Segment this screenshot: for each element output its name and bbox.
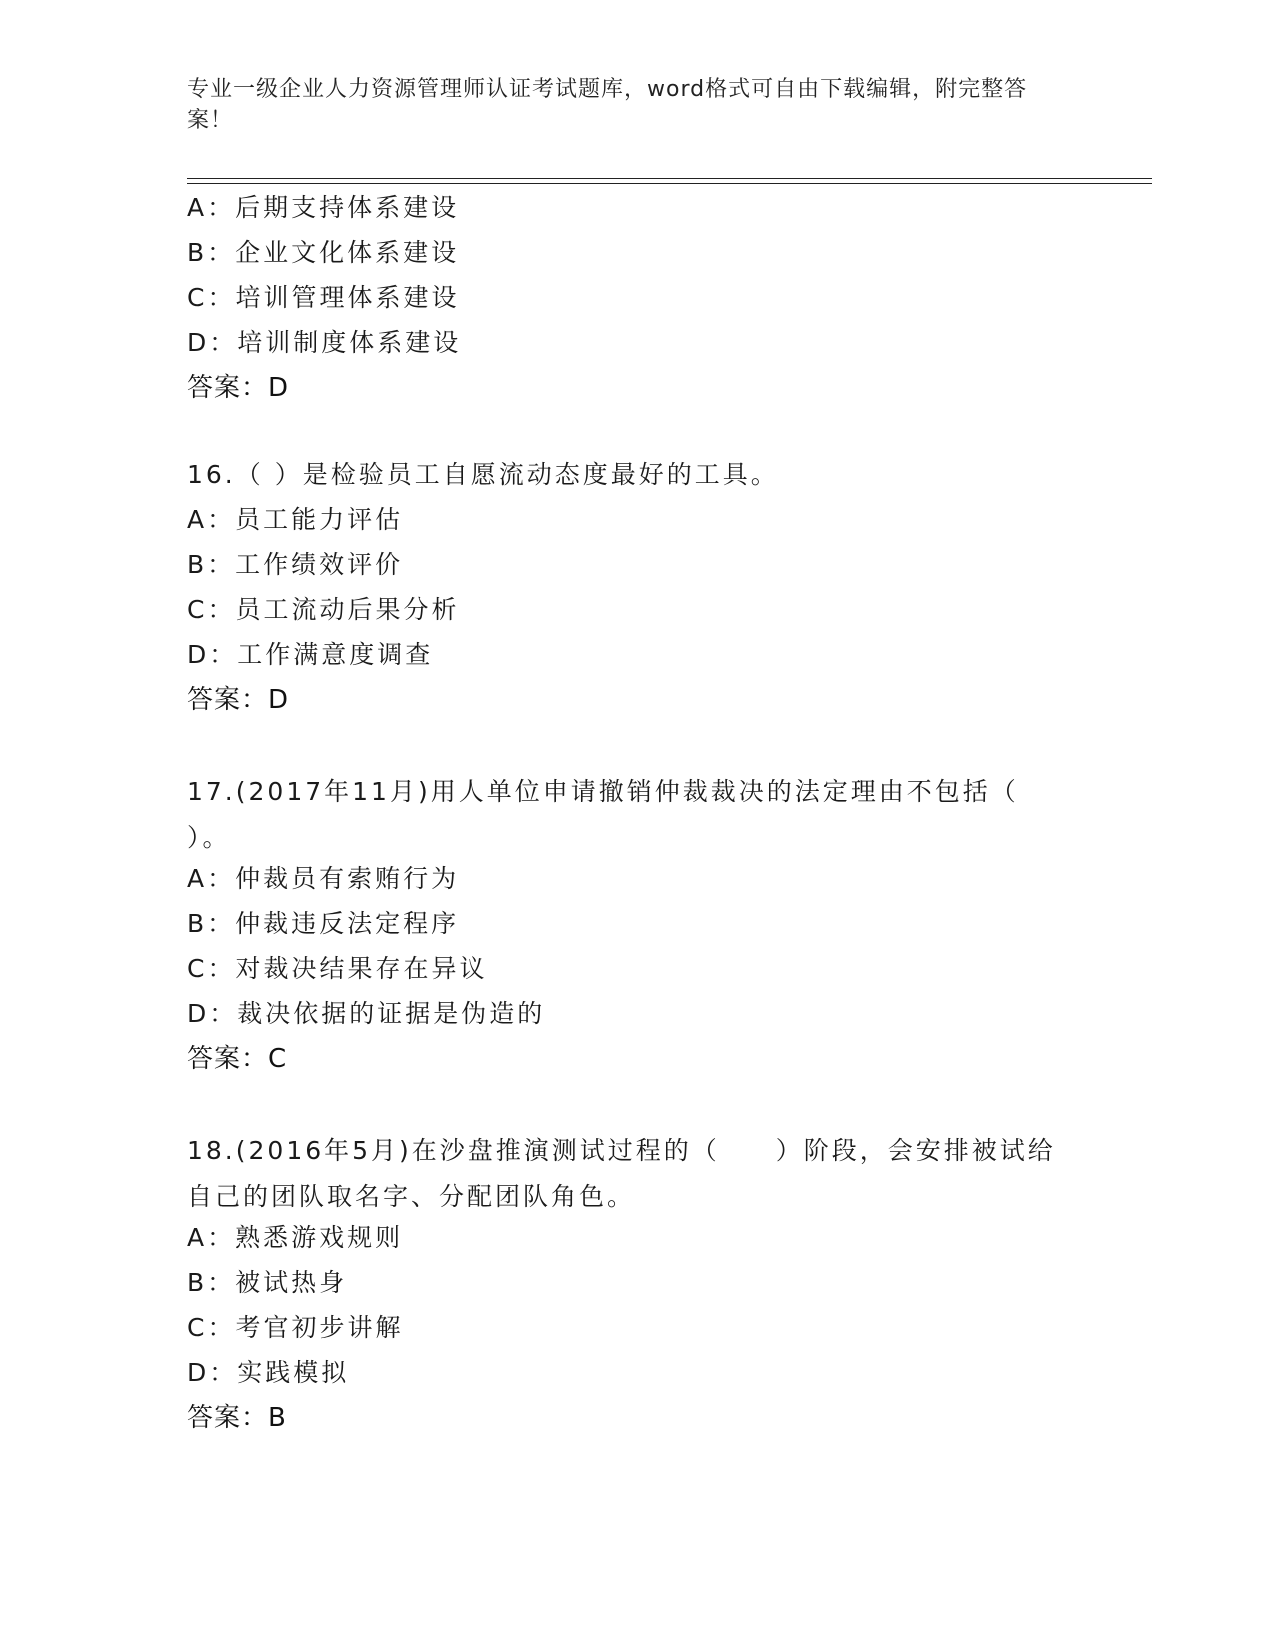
q18-option-b: B：被试热身 [187,1268,348,1297]
q17-option-d: D：裁决依据的证据是伪造的 [187,999,546,1028]
q15-option-a: A：后期支持体系建设 [187,193,460,222]
q16-option-b: B：工作绩效评价 [187,550,404,579]
header-divider-bottom [187,183,1152,184]
q18-option-c: C：考官初步讲解 [187,1313,404,1342]
q17-answer: 答案：C [187,1044,288,1074]
q16-option-c: C：员工流动后果分析 [187,595,460,624]
q17-option-a: A：仲裁员有索贿行为 [187,864,460,893]
q15-option-b: B：企业文化体系建设 [187,238,460,267]
q16-option-a: A：员工能力评估 [187,505,404,534]
q18-option-a: A：熟悉游戏规则 [187,1223,404,1252]
q18-answer: 答案：B [187,1403,287,1433]
q15-option-c: C：培训管理体系建设 [187,283,460,312]
q17-option-b: B：仲裁违反法定程序 [187,909,460,938]
q15-option-d: D：培训制度体系建设 [187,328,462,357]
document-header: 专业一级企业人力资源管理师认证考试题库，word格式可自由下载编辑，附完整答案！ [187,77,1028,133]
q18-question: 18.(2016年5月)在沙盘推演测试过程的（ ）阶段，会安排被试给自己的团队取名字、分配团队角色。 [187,1136,1056,1211]
q16-answer: 答案：D [187,685,290,715]
q18-option-d: D：实践模拟 [187,1358,350,1387]
q16-question: 16.（ ）是检验员工自愿流动态度最好的工具。 [187,460,779,489]
q15-answer: 答案：D [187,373,290,403]
header-divider-top [187,178,1152,179]
q16-option-d: D：工作满意度调查 [187,640,434,669]
q17-option-c: C：对裁决结果存在异议 [187,954,488,983]
q17-question: 17.(2017年11月)用人单位申请撤销仲裁裁决的法定理由不包括（ ）。 [187,777,1019,852]
